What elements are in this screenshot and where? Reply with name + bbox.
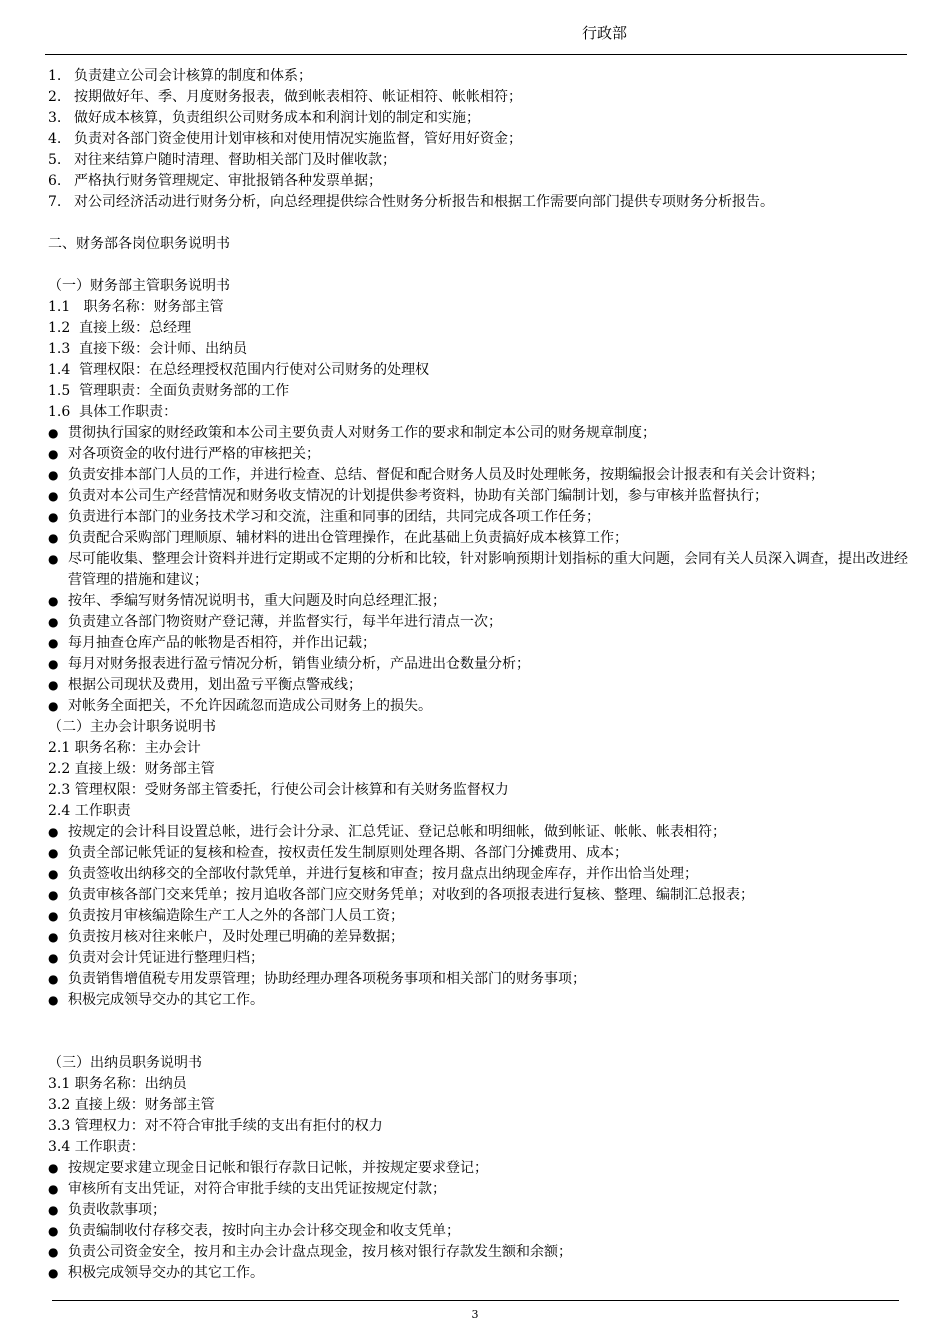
bullet-item <box>48 507 908 528</box>
bullet-icon: ● <box>48 636 59 650</box>
duty-text: 按期做好年、季、月度财务报表，做到帐表相符、帐证相符、帐帐相符； <box>74 89 522 105</box>
bullet-icon: ● <box>48 1266 59 1280</box>
spacer <box>48 213 908 234</box>
bullet-icon: ● <box>48 594 59 608</box>
bullet-text: 负责配合采购部门理顺原、辅材料的进出仓管理操作，在此基础上负责搞好成本核算工作； <box>68 530 628 546</box>
info-line: 1.3 直接下级：会计师、出纳员 <box>48 341 248 357</box>
bullet-text: 负责建立各部门物资财产登记薄，并监督实行，每半年进行清点一次； <box>68 614 502 630</box>
bullet-icon: ● <box>48 930 59 944</box>
duty-item <box>48 192 908 213</box>
bullet-text: 负责公司资金安全，按月和主办会计盘点现金，按月核对银行存款发生额和余额； <box>68 1244 572 1260</box>
bullet-item <box>48 423 908 444</box>
bullet-item <box>48 1200 908 1221</box>
accountant-section <box>48 717 908 1011</box>
duty-text: 严格执行财务管理规定、审批报销各种发票单据； <box>74 173 382 189</box>
bullet-text: 负责审核各部门交来凭单；按月追收各部门应交财务凭单；对收到的各项报表进行复核、整理、编制汇总报表； <box>68 887 754 903</box>
bullet-icon: ● <box>48 951 59 965</box>
section-heading: 二、财务部各岗位职务说明书 <box>48 236 230 252</box>
bullet-text: 负责全部记帐凭证的复核和检查，按权责任发生制原则处理各期、各部门分摊费用、成本； <box>68 845 628 861</box>
bullet-icon: ● <box>48 552 59 566</box>
bullet-text: 负责安排本部门人员的工作，并进行检查、总结、督促和配合财务人员及时处理帐务，按期编报会计报表和有关会计资料； <box>68 467 824 483</box>
info-line: 2.4 工作职责 <box>48 803 131 819</box>
bullet-item <box>48 591 908 612</box>
bullet-item <box>48 843 908 864</box>
info-line: 2.1 职务名称：主办会计 <box>48 740 201 756</box>
duty-number: 3. <box>48 110 62 126</box>
duties-list <box>48 66 908 213</box>
bullet-text: 积极完成领导交办的其它工作。 <box>68 992 264 1008</box>
bullet-icon: ● <box>48 699 59 713</box>
bullet-item <box>48 822 908 843</box>
subsection-title: （三）出纳员职务说明书 <box>48 1055 202 1071</box>
page-number: 3 <box>471 1308 479 1321</box>
header-divider <box>45 54 907 55</box>
bullet-item <box>48 612 908 633</box>
bullet-icon: ● <box>48 1182 59 1196</box>
bullet-text: 根据公司现状及费用，划出盈亏平衡点警戒线； <box>68 677 362 693</box>
duty-number: 1. <box>48 68 62 84</box>
bullet-icon: ● <box>48 615 59 629</box>
bullet-icon: ● <box>48 909 59 923</box>
document-body <box>48 66 908 1284</box>
bullet-icon: ● <box>48 510 59 524</box>
bullet-item <box>48 990 908 1011</box>
info-line: 1.5 管理职责：全面负责财务部的工作 <box>48 383 290 399</box>
spacer <box>48 1011 908 1032</box>
bullet-text: 负责进行本部门的业务技术学习和交流，注重和同事的团结，共同完成各项工作任务； <box>68 509 600 525</box>
page-header-title: 行政部 <box>582 24 628 42</box>
bullet-icon: ● <box>48 888 59 902</box>
bullet-item <box>48 675 908 696</box>
bullet-icon: ● <box>48 447 59 461</box>
bullet-text: 每月抽查仓库产品的帐物是否相符，并作出记载； <box>68 635 376 651</box>
duty-item <box>48 108 908 129</box>
bullet-text: 负责按月核对往来帐户，及时处理已明确的差异数据； <box>68 929 404 945</box>
bullet-icon: ● <box>48 846 59 860</box>
info-line: 2.3 管理权限：受财务部主管委托，行使公司会计核算和有关财务监督权力 <box>48 782 509 798</box>
bullet-text: 负责对会计凭证进行整理归档； <box>68 950 264 966</box>
bullet-text: 积极完成领导交办的其它工作。 <box>68 1265 264 1281</box>
info-line: 2.2 直接上级：财务部主管 <box>48 761 215 777</box>
bullet-item <box>48 1179 908 1200</box>
duty-text: 做好成本核算，负责组织公司财务成本和利润计划的制定和实施； <box>74 110 480 126</box>
bullet-text: 对各项资金的收付进行严格的审核把关； <box>68 446 320 462</box>
duty-text: 对往来结算户随时清理、督助相关部门及时催收款； <box>74 152 396 168</box>
bullet-icon: ● <box>48 489 59 503</box>
info-line: 3.4 工作职责： <box>48 1139 145 1155</box>
info-line: 1.1 职务名称：财务部主管 <box>48 299 224 315</box>
bullet-text: 负责签收出纳移交的全部收付款凭单，并进行复核和审查；按月盘点出纳现金库存，并作出恰当处理； <box>68 866 698 882</box>
bullet-text: 每月对财务报表进行盈亏情况分析，销售业绩分析，产品进出仓数量分析； <box>68 656 530 672</box>
duty-number: 7. <box>48 194 62 210</box>
bullet-text: 对帐务全面把关，不允许因疏忽而造成公司财务上的损失。 <box>68 698 432 714</box>
bullet-text: 负责编制收付存移交表，按时向主办会计移交现金和收支凭单； <box>68 1223 460 1239</box>
info-line: 1.2 直接上级：总经理 <box>48 320 192 336</box>
bullet-icon: ● <box>48 1245 59 1259</box>
bullet-item <box>48 1221 908 1242</box>
duty-text: 负责建立公司会计核算的制度和体系； <box>74 68 312 84</box>
bullet-item <box>48 633 908 654</box>
bullet-item <box>48 465 908 486</box>
duty-item <box>48 129 908 150</box>
bullet-item <box>48 654 908 675</box>
bullet-item <box>48 948 908 969</box>
bullet-icon: ● <box>48 1203 59 1217</box>
bullet-text: 审核所有支出凭证，对符合审批手续的支出凭证按规定付款； <box>68 1181 446 1197</box>
supervisor-section <box>48 276 908 717</box>
bullet-item <box>48 528 908 549</box>
bullet-icon: ● <box>48 678 59 692</box>
duty-item <box>48 150 908 171</box>
duty-number: 4. <box>48 131 62 147</box>
bullet-text: 尽可能收集、整理会计资料并进行定期或不定期的分析和比较，针对影响预期计划指标的重大问题，会同有关人员深入调查，提出改进经营管理的措施和建议； <box>68 551 908 588</box>
bullet-icon: ● <box>48 972 59 986</box>
bullet-text: 按规定的会计科目设置总帐，进行会计分录、汇总凭证、登记总帐和明细帐，做到帐证、帐帐、帐表相符； <box>68 824 726 840</box>
subsection-title: （一）财务部主管职务说明书 <box>48 278 230 294</box>
spacer <box>48 255 908 276</box>
footer-divider <box>52 1300 899 1301</box>
bullet-text: 负责销售增值税专用发票管理；协助经理办理各项税务事项和相关部门的财务事项； <box>68 971 586 987</box>
bullet-item <box>48 1158 908 1179</box>
bullet-item <box>48 927 908 948</box>
bullet-icon: ● <box>48 993 59 1007</box>
spacer <box>48 1032 908 1053</box>
bullet-text: 负责按月审核编造除生产工人之外的各部门人员工资； <box>68 908 404 924</box>
duty-text: 负责对各部门资金使用计划审核和对使用情况实施监督，管好用好资金； <box>74 131 522 147</box>
info-line: 3.2 直接上级：财务部主管 <box>48 1097 215 1113</box>
bullet-icon: ● <box>48 1224 59 1238</box>
info-line: 3.1 职务名称：出纳员 <box>48 1076 187 1092</box>
bullet-item <box>48 1242 908 1263</box>
bullet-item <box>48 864 908 885</box>
bullet-item <box>48 444 908 465</box>
duty-number: 2. <box>48 89 62 105</box>
duty-item <box>48 87 908 108</box>
bullet-icon: ● <box>48 825 59 839</box>
duty-number: 6. <box>48 173 62 189</box>
bullet-icon: ● <box>48 426 59 440</box>
duty-number: 5. <box>48 152 62 168</box>
bullet-icon: ● <box>48 657 59 671</box>
bullet-icon: ● <box>48 531 59 545</box>
bullet-icon: ● <box>48 1161 59 1175</box>
cashier-section <box>48 1053 908 1284</box>
bullet-icon: ● <box>48 468 59 482</box>
bullet-text: 贯彻执行国家的财经政策和本公司主要负责人对财务工作的要求和制定本公司的财务规章制度； <box>68 425 656 441</box>
bullet-text: 按年、季编写财务情况说明书，重大问题及时向总经理汇报； <box>68 593 446 609</box>
bullet-text: 负责对本公司生产经营情况和财务收支情况的计划提供参考资料，协助有关部门编制计划，参与审核并监督执行； <box>68 488 768 504</box>
info-line: 1.4 管理权限：在总经理授权范围内行使对公司财务的处理权 <box>48 362 430 378</box>
bullet-item <box>48 906 908 927</box>
bullet-icon: ● <box>48 867 59 881</box>
duty-text: 对公司经济活动进行财务分析，向总经理提供综合性财务分析报告和根据工作需要向部门提供专项财务分析报告。 <box>74 194 774 210</box>
bullet-text: 按规定要求建立现金日记帐和银行存款日记帐，并按规定要求登记； <box>68 1160 488 1176</box>
bullet-item <box>48 486 908 507</box>
subsection-title: （二）主办会计职务说明书 <box>48 719 216 735</box>
duty-item <box>48 66 908 87</box>
bullet-text: 负责收款事项； <box>68 1202 166 1218</box>
bullet-item <box>48 549 908 591</box>
bullet-item <box>48 969 908 990</box>
bullet-item <box>48 885 908 906</box>
info-line: 3.3 管理权力：对不符合审批手续的支出有拒付的权力 <box>48 1118 383 1134</box>
info-line: 1.6 具体工作职责： <box>48 404 178 420</box>
bullet-item <box>48 1263 908 1284</box>
bullet-item <box>48 696 908 717</box>
duty-item <box>48 171 908 192</box>
